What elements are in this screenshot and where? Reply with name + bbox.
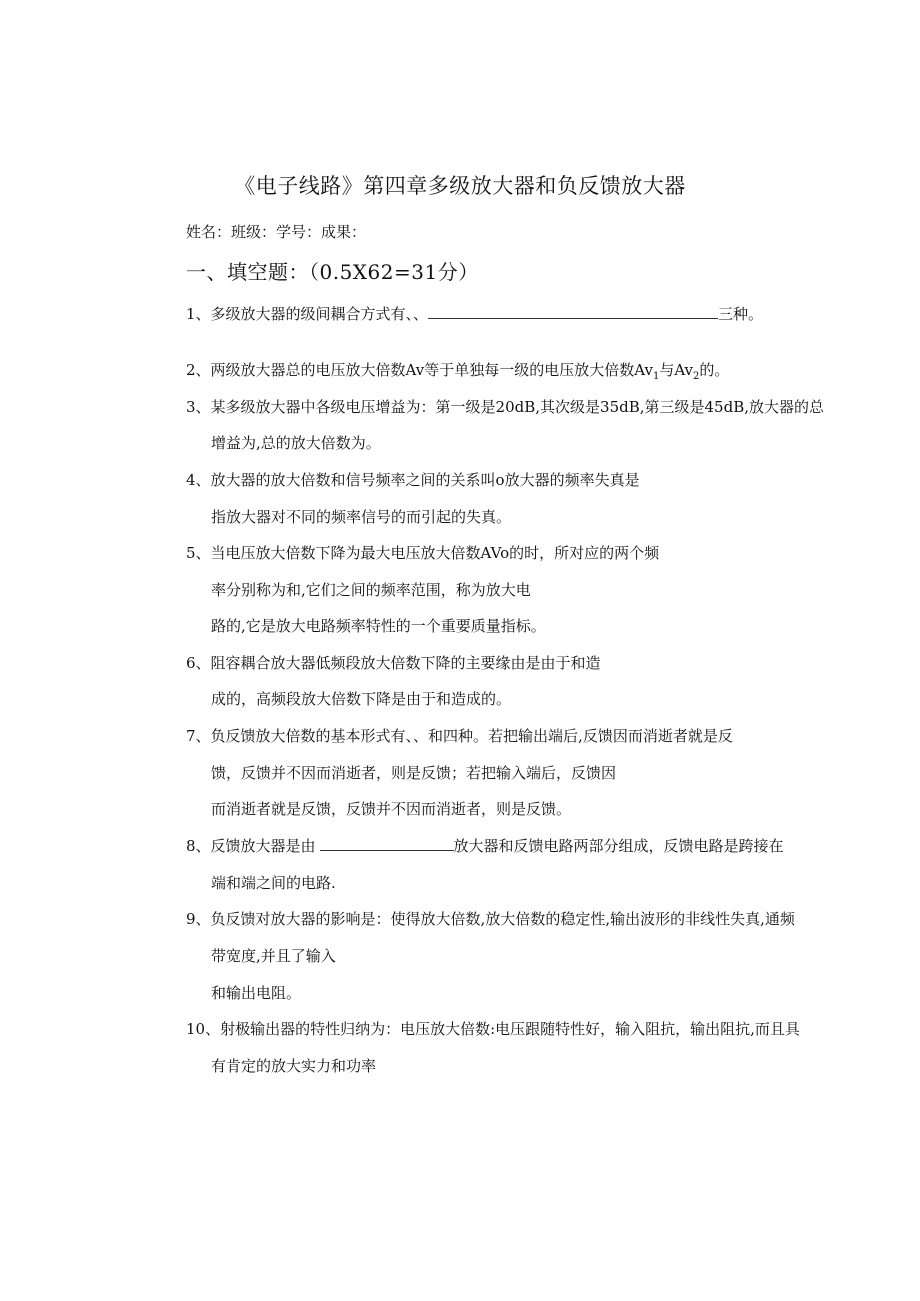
question-7-line-3: 而消逝者就是反馈，反馈并不因而消逝者，则是反馈。 — [211, 800, 572, 818]
question-8-text: 放大器和反馈电路两部分组成，反馈电路是跨接在 — [453, 837, 784, 855]
question-5-line-3: 路的,它是放大电路频率特性的一个重要质量指标。 — [211, 617, 546, 635]
question-8-line-1 — [186, 836, 784, 856]
question-4-line-2: 指放大器对不同的频率信号的而引起的失真。 — [211, 508, 512, 526]
section-heading: 一、填空题：（0.5X62=31分） — [186, 260, 479, 284]
question-1-text: 1、多级放大器的级间耦合方式有、、 — [186, 305, 429, 323]
question-2-text: 的。 — [699, 361, 730, 379]
question-9-line-3: 和输出电阻。 — [211, 984, 302, 1002]
answer-blank — [320, 836, 454, 851]
question-5-line-2: 率分别称为和,它们之间的频率范围，称为放大电 — [211, 581, 531, 599]
question-10-line-1: 10、射极输出器的特性归纳为：电压放大倍数:电压跟随特性好，输入阻抗，输出阻抗,而且具 — [186, 1020, 800, 1038]
answer-blank — [428, 304, 718, 319]
document-title: 《电子线路》第四章多级放大器和负反馈放大器 — [234, 174, 686, 198]
question-5-line-1: 5、当电压放大倍数下降为最大电压放大倍数AVo的时，所对应的两个频 — [186, 544, 660, 562]
question-2-text: 与Av — [659, 361, 694, 379]
question-10-line-2: 有肯定的放大实力和功率 — [211, 1057, 377, 1075]
question-9-line-2: 带宽度,并且了输入 — [211, 947, 336, 965]
question-2 — [186, 360, 729, 387]
question-1-tail: 三种。 — [718, 305, 764, 323]
question-3-line-1: 3、某多级放大器中各级电压增益为：第一级是20dB,其次级是35dB,第三级是45dB,放大器的总 — [186, 398, 824, 416]
question-8-line-2: 端和端之间的电路. — [211, 874, 336, 892]
question-9-line-1: 9、负反馈对放大器的影响是：使得放大倍数,放大倍数的稳定性,输出波形的非线性失真,通频 — [186, 910, 795, 928]
question-7-line-2: 馈，反馈并不因而消逝者，则是反馈；若把输入端后，反馈因 — [211, 764, 617, 782]
question-1 — [186, 304, 763, 324]
subscript: 2 — [693, 371, 700, 382]
question-3-line-2: 增益为,总的放大倍数为。 — [211, 434, 381, 452]
question-4-line-1: 4、放大器的放大倍数和信号频率之间的关系叫o放大器的频率失真是 — [186, 471, 640, 489]
question-2-text: 2、两级放大器总的电压放大倍数Av等于单独每一级的电压放大倍数Av — [186, 361, 653, 379]
question-6-line-1: 6、阻容耦合放大器低频段放大倍数下降的主要缘由是由于和造 — [186, 654, 601, 672]
subscript: 1 — [652, 371, 660, 382]
question-8-text: 8、反馈放大器是由 — [186, 837, 316, 855]
question-6-line-2: 成的，高频段放大倍数下降是由于和造成的。 — [211, 690, 512, 708]
student-info-line: 姓名：班级：学号：成果： — [186, 223, 367, 241]
question-7-line-1: 7、负反馈放大倍数的基本形式有、、和四种。若把输出端后,反馈因而消逝者就是反 — [186, 727, 733, 745]
